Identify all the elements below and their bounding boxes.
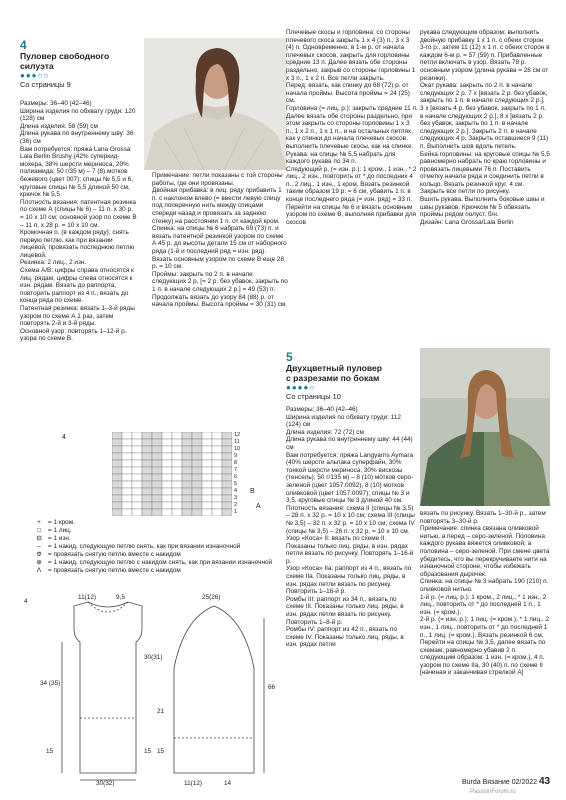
chart-cell [122,488,132,495]
chart-cell [172,460,182,467]
chart-cell [152,509,162,516]
instruction-paragraph: Узор «Коса» IIa: раппорт из 4 п., вязать по схеме IIa. Показаны только лиц. ряды, в изн. рядах петли вязать по рисунку. Повторить 1–16-й р. [286,565,412,596]
chart-cell [152,481,162,488]
model4-header [20,38,138,89]
legend-item [30,559,280,567]
instruction-paragraph: Длина изделия: 72 (72) см [286,428,364,436]
chart-cell [112,495,122,502]
chart-legend [30,519,280,575]
stitch-chart [62,432,282,522]
schematic-label: 15 [144,748,152,755]
instruction-paragraph: Следующий р. (= изн. р.): 1 кром., 1 изн., * 2 лиц., 2 изн., повторить от * до последних 4 п., 2 лиц., 1 изн., 1 кром. Вязать резинкой таким образом 19 р. = 6 см, убавить 1 п. в конце последнего ряда (= изн. ряд) = 33 п. [286,165,417,204]
chart-cell [192,488,202,495]
column4-instructions [420,29,550,226]
model4-photo [144,38,287,170]
model-title: Пуловер свободного силуэта [20,51,110,71]
instruction-paragraph: 1-й р. (= лиц. р.): 1 кром., 2 лиц., * 1 изн., 2 лиц., повторить от * до последней 1 п., 1 изн. (= кром.). [420,593,547,616]
chart-cell [222,474,232,481]
chart-cell [142,439,152,446]
chart-cell [132,432,142,439]
chart-cell [112,467,122,474]
instruction-paragraph: Основной узор: повторять 1–12-й р. узора по схеме В. [20,327,127,343]
instruction-paragraph: 2-й р. (= изн. р.): 1 лиц. (= кром.), * 1 лиц., 2 изн., 1 лиц., повторить от * до последней 1 п., 1 лиц. (= кром.). Вязать резинкой 6 см. [420,616,550,639]
chart-cell [172,488,182,495]
chart-cell [172,509,182,516]
model-number: 5 [286,350,293,364]
chart-cell [132,495,142,502]
chart-row-number: 9 [234,453,238,459]
chart-cell [132,474,142,481]
chart-cell [172,432,182,439]
chart-cell [162,432,172,439]
chart-cell [122,467,132,474]
chart-cell [122,453,132,460]
chart-cell [142,502,152,509]
instruction-paragraph: Ромбы IV: раппорт из 42 п., вязать по схеме IV. Показаны только лиц. ряды, в изн. рядах петли [286,626,404,649]
chart-cell [122,509,132,516]
legend-text: = 1 накид, следующую петлю с накидом снять, как при вязании изнаночной [48,559,273,566]
schematic-label: 66 [268,684,276,691]
chart-cell [112,481,122,488]
chart-cell [202,467,212,474]
instruction-paragraph: Вшить рукава. Выполнить боковые швы и швы рукавов. Крючком № 5 обвязать проймы рядом полуст. б/н. [420,196,545,219]
instruction-paragraph: Размеры: 36–40 (42–46) [286,406,358,413]
sweater-photo-image [144,38,287,170]
chart-cell [122,474,132,481]
legend-item [30,535,280,543]
instruction-paragraph: Кромочная п. (в каждом ряду): снять первую петлю, как при вязании лицевой, провязать последнюю петлю лицевой. [20,229,135,259]
chart-cell [222,481,232,488]
chart-label-a: A [256,503,261,510]
chart-cell [142,453,152,460]
chart-side-number: 4 [62,434,66,441]
chart-row-number: 3 [234,495,238,501]
chart-cell [162,495,172,502]
chart-cell [112,502,122,509]
chart-cell [152,446,162,453]
instruction-paragraph: Примечание: спинка связана оливковой нитью, а перед – серо-зеленой. Половина каждого рукава вяжется оливковой, а половина – серо-зеленой. При смене цвета убедитесь, что вы перекручиваете нити на изнаночной стороне, чтобы избежать образования дырочек. [420,525,550,578]
legend-text: = 1 лиц. [48,527,72,534]
instruction-paragraph: Резинка: 2 лиц., 2 изн. [20,259,87,267]
chart-cell [142,509,152,516]
chart-cell [192,495,202,502]
chart-cell [142,446,152,453]
chart-cell [212,509,222,516]
difficulty-rating: ●●●●○ [286,383,316,392]
instruction-paragraph: Спинка: на спицы № 6 набрать 69 (73) п. и вязать патентной резинкой узором по схеме А 45 р. до высоты детали 15 см от наборного ряда (1-й и последний ряд = изн. ряд). Вязать основным узором по схеме В еще 28 р. = 10 см. [152,225,287,271]
chart-cell [172,481,182,488]
difficulty-rating: ●●●○○ [20,71,50,80]
schematic-label: 4 [24,598,28,605]
chart-cell [162,446,172,453]
model5-instructions-continued [420,510,550,677]
chart-cell [172,453,182,460]
schematic-label: 30(31) [144,654,163,661]
chart-cell [182,446,192,453]
chart-cell [202,460,212,467]
chart-cell [132,439,142,446]
instruction-paragraph: рукава следующим образом: выполнить двойную прибавку 1 х 1 п. с обеих сторон 3-го р., затем 11 (12) х 1 п. с обеих сторон в каждом 6-м р. = 57 (59) п. Прибавленные петли включать в узор. Вязать 78 р. основным узором (длина рукава = 28 см от резинки). [420,29,550,82]
chart-cell [222,439,232,446]
instruction-paragraph: Двойная прибавка: в лиц. ряду прибавить 1 п. с наклоном влево (= ввести левую спицу под поперечную нить между спицами спереди назад и провязать за заднюю стенку) на расстоянии 1 п. от каждой кром. [152,187,282,225]
chart-cell [142,460,152,467]
chart-cell [152,439,162,446]
chart-row-number: 10 [234,446,241,452]
schematic-label: 9,5 [116,594,125,601]
legend-symbol: – [37,543,41,550]
legend-symbol: ⊕ [36,559,42,566]
schematic-label: 15 [46,748,54,755]
chart-cell [222,432,232,439]
chart-cell [122,432,132,439]
chart-cell [182,432,192,439]
chart-cell [212,446,222,453]
source-page: Со страницы 9 [20,80,71,89]
pullover-photo-image [420,348,550,506]
instruction-paragraph: Окат рукава: закрыть по 2 п. в начале следующих 2 р. 7 х [вязать 2 р. без убавок, закрыть по 1 п. в начале следующих 2 р.], 3 х [вязать 4 р. без убавок, закрыть по 1 п. в начале следующих 2 р.], 8 х [вязать 2 р. без убавок, закрыть по 1 п. в начале следующих 2 р.]. Закрыть 2 п. в начале следующих 4 р. Закрыть оставшиеся 9 (11) п. Выполнить шов вдоль петель. [420,82,549,150]
footer [462,776,550,787]
chart-cell [162,467,172,474]
chart-cell [212,460,222,467]
legend-text: = 1 кром. [48,519,75,526]
chart-cell [122,502,132,509]
chart-cell [142,488,152,495]
chart-cell [122,460,132,467]
instruction-paragraph: Перейти на спицы № 6 и вязать основным узором по схеме В, выполняя прибавки для скосов [286,203,417,226]
legend-symbol: + [37,519,41,526]
legend-text: = 1 накид, следующую петлю снять, как при вязании изнаночной [48,543,241,550]
chart-cell [162,509,172,516]
source-page: Со страницы 10 [286,392,341,401]
legend-symbol: □ [37,527,41,534]
chart-cell [122,446,132,453]
chart-cell [172,467,182,474]
chart-row-number: 11 [234,439,240,445]
chart-cell [112,453,122,460]
chart-cell [182,467,192,474]
chart-cell [182,502,192,509]
chart-cell [222,488,232,495]
legend-symbol: Φ [36,551,42,558]
legend-text: = провязать снятую петлю вместе с накидом [48,551,181,558]
chart-cell [172,502,182,509]
chart-cell [162,439,172,446]
chart-cell [192,446,202,453]
photo-note: Примечание: петли показаны с той стороны работы, где они провязаны. [152,172,283,187]
chart-row-number: 1 [234,509,238,515]
chart-grid [112,432,232,516]
chart-cell [172,446,182,453]
chart-cell [152,488,162,495]
chart-cell [172,474,182,481]
chart-cell [222,453,232,460]
chart-cell [192,439,202,446]
instruction-paragraph: Схема А/В: цифры справа относятся к лиц. рядам, цифры слева относятся к изн. рядам. Вязать до раппорта, повторить раппорт из 4 п., вязать до конца ряда по схеме. [20,267,134,305]
chart-row-numbers [234,432,250,516]
chart-cell [152,474,162,481]
chart-cell [142,432,152,439]
model-title: Двухцветный пуловер с разрезами по бокам [286,363,383,383]
chart-cell [192,460,202,467]
chart-row-number: 6 [234,474,238,480]
chart-cell [182,488,192,495]
chart-cell [222,502,232,509]
chart-cell [172,495,182,502]
chart-cell [152,432,162,439]
chart-cell [212,502,222,509]
chart-cell [122,481,132,488]
chart-row-number: 7 [234,467,238,473]
schematic-label: 15 [157,748,165,755]
chart-cell [192,509,202,516]
instruction-paragraph: Спинка: на спицы № 3 набрать 190 (210) п. оливковой нитью. [420,578,549,593]
chart-cell [132,460,142,467]
legend-item [30,527,280,535]
schematic-label: 21 [157,708,165,715]
chart-row-number: 4 [234,488,238,494]
instruction-paragraph: Перейти на спицы № 3,5, далее вязать по схемам, равномерно убавив 2 п. следующим образом: 1 изн. (= кром.), 4 п. узором по схеме IIa, 30 (40) п. по схеме II [начиная и заканчивая стрелкой А] [420,639,546,677]
chart-cell [122,439,132,446]
model5-instructions [286,406,416,649]
chart-cell [202,439,212,446]
chart-cell [162,502,172,509]
column3-instructions [286,29,418,226]
instruction-paragraph: Горловина (= лиц. р.): закрыть средние 11 п. Далее вязать обе стороны раздельно, при этом закрыть со стороны горловины 1 х 3 п., 1 х 2 п., 1 х 1 п., и на остальных петлях, как у спинки до начала плечевых скосов, выполнить плечевые скосы, как на спинке. [286,104,418,150]
legend-symbol: Λ [36,567,42,574]
chart-cell [152,495,162,502]
chart-cell [112,432,122,439]
chart-cell [132,509,142,516]
instruction-paragraph: Рукава: на спицы № 5,5 набрать для каждого рукава по 34 п. [286,150,396,166]
watermark: PassionForum.ru [470,789,516,795]
chart-cell [132,488,142,495]
instruction-paragraph: Плечевые скосы и горловина: со стороны плечевого скоса закрыть 1 х 4 (3) п., 3 х 3 (4) п. Одновременно, в 1-м р. от начала плечевых скосов, закрыть для горловины средние 13 п. Далее вязать обе стороны раздельно, закрыв со стороны горловины 1 х 3 п., 1 х 2 п. Все петли закрыть. [286,29,416,82]
chart-cell [192,474,202,481]
chart-cell [132,446,142,453]
chart-cell [202,446,212,453]
chart-cell [122,495,132,502]
chart-cell [152,502,162,509]
chart-cell [182,495,192,502]
instruction-paragraph: Ромбы III: раппорт из 34 п., вязать по схеме III. Показаны только лиц. ряды, в изн. рядах петли вязать по рисунку. Повторить 1–8-й р. [286,595,404,626]
instruction-paragraph: Дизайн: Lana Grossa/Lala Berlin [420,218,514,226]
instruction-paragraph: Перед: вязать, как спинку до 68 (72) р. от начала проймы. Высота проймы = 24 (25) см. [286,82,410,105]
chart-cell [162,481,172,488]
chart-cell [202,432,212,439]
chart-cell [112,446,122,453]
legend-item [30,543,280,551]
instruction-paragraph: Вам потребуется: пряжа Lana Grossa Lala Berlin Brushy (42% суперкид-мохера, 38% шерсти мериноса, 20% полиамида; 50 г/35 м) – 7 (8) мотков бежевого (цвет 007); спицы № 5,5 и 6, круговые спицы № 5,5 длиной 50 см, крючок № 5,5. [20,145,134,199]
chart-cell [192,467,202,474]
instruction-paragraph: Длина изделия: 58 (59) см [20,122,98,130]
chart-cell [212,488,222,495]
legend-item [30,567,280,575]
chart-cell [132,502,142,509]
instruction-paragraph: вязать по рисунку. Вязать 1–30-й р., затем повторять 3–30-й р. [420,510,546,525]
chart-cell [162,460,172,467]
chart-row-number: 5 [234,481,238,487]
chart-cell [112,439,122,446]
chart-cell [182,474,192,481]
chart-cell [192,481,202,488]
chart-cell [162,453,172,460]
chart-cell [182,481,192,488]
chart-cell [212,432,222,439]
model5-photo [420,348,550,506]
chart-cell [182,509,192,516]
instruction-paragraph: Проймы: закрыть по 2 п. в начале следующих 2 р. [= 2 р. без убавок, закрыть по 1 п. в начале следующих 2 р.] = 49 (53) п. Продолжать вязать до узору 84 (88) р. от начала проймы. Высота проймы = 30 (31) см. [152,270,288,309]
schematic-label: 34 (35) [40,680,61,687]
chart-cell [192,453,202,460]
chart-cell [202,481,212,488]
chart-cell [222,460,232,467]
schematic-label: 11(12) [78,594,96,601]
schematic-label: 30(32) [96,780,115,787]
chart-cell [142,481,152,488]
instruction-paragraph: Патентная резинка: вязать 1–3-й ряды узором по схеме А 1 раз, затем повторять 2-й и 3-й ряды. [20,305,135,328]
legend-item [30,519,280,527]
chart-cell [112,488,122,495]
chart-cell [142,495,152,502]
page-number: 43 [538,776,551,787]
chart-cell [202,474,212,481]
chart-cell [202,509,212,516]
chart-cell [132,481,142,488]
chart-cell [112,509,122,516]
chart-cell [212,453,222,460]
chart-cell [212,467,222,474]
chart-cell [202,488,212,495]
schematic-drawing [24,598,284,788]
instruction-paragraph: Длина рукава по внутреннему шву: 36 (36) см [20,130,134,145]
chart-cell [202,453,212,460]
instruction-paragraph: Плотность вязания: патентная резинка по схеме А (спицы № 6) – 11 п. х 30 р. = 10 х 10 см; основной узор по схеме В – 11 п. х 28 р. = 10 х 10 см. [20,198,137,229]
legend-text: = 1 изн. [48,535,71,542]
schematic-label: 25(26) [202,594,221,601]
chart-cell [152,460,162,467]
garment-schematics [24,594,284,788]
chart-cell [222,509,232,516]
chart-row-number: 8 [234,460,238,466]
instruction-paragraph: Бейка горловины: на круговые спицы № 5,5 равномерно набрать по краю горловины и провязать лицевыми 76 п. Поставить отметку начала ряда и соединить петли в кольцо. Вязать резинкой круг. 4 см. Закрыть все петли по рисунку. [420,150,550,196]
chart-cell [182,439,192,446]
chart-cell [152,467,162,474]
chart-cell [142,474,152,481]
legend-item [30,551,280,559]
model4-instructions-continued [152,172,288,309]
instruction-paragraph: Длина рукава по внутреннему шву: 44 (44) см [286,436,413,451]
chart-cell [202,495,212,502]
chart-cell [192,432,202,439]
instruction-paragraph: Вам потребуется: пряжа Langyarns Aymara (40% шерсти альпака суперфайн, 30% тонкой шерсти мериноса, 30% вискозы (тенсель); 50 г/135 м) – 8 (10) мотков серо-зеленой (цвет 1057.0092), 8 (10) мотков оливковой (цвет 1057.0097); спицы № 3 и 3,5, круговые спицы № 3 длиной 40 см. [286,451,414,505]
instruction-paragraph: Плотность вязания: схема II (спицы № 3,5) – 28 п. х 32 р. = 10 х 10 см; схема III (спицы № 3,5) – 32 п. х 32 р. = 10 х 10 см; схема IV (спицы № 3,5) – 26 п. х 32 р. = 10 х 10 см. [286,504,415,535]
chart-cell [212,495,222,502]
legend-text: = провязать снятую петлю вместе с накидом [48,567,181,574]
chart-cell [202,502,212,509]
model4-instructions [20,100,138,343]
chart-cell [182,453,192,460]
chart-cell [222,446,232,453]
chart-cell [222,467,232,474]
chart-cell [222,495,232,502]
chart-cell [152,453,162,460]
legend-symbol: ⊟ [36,535,42,542]
chart-row-number: 2 [234,502,238,508]
instruction-paragraph: Узор «Коса» II: вязать по схеме II. Показаны только лиц. ряды, в изн. рядах петли вязать по рисунку. Повторять 1–16-й р. [286,535,414,565]
chart-cell [112,474,122,481]
chart-row-number: 12 [234,432,241,438]
chart-cell [182,460,192,467]
instruction-paragraph: Размеры: 36–40 (42–46) [20,100,92,107]
chart-cell [142,467,152,474]
schematic-label: 11(12) [184,780,202,787]
schematic-label: 14 [224,780,232,787]
chart-cell [212,481,222,488]
chart-cell [162,488,172,495]
chart-label-b: B [250,488,255,495]
instruction-paragraph: Ширина изделия по обхвату груди: 120 (128) см [20,107,136,123]
chart-cell [212,439,222,446]
model5-header [286,350,418,401]
model-number: 4 [20,38,27,52]
chart-cell [132,467,142,474]
chart-cell [212,474,222,481]
chart-cell [172,439,182,446]
chart-cell [192,502,202,509]
chart-cell [162,474,172,481]
magazine-name: Burda Вязание 02/2022 [462,779,538,786]
chart-cell [132,453,142,460]
instruction-paragraph: Ширина изделия по обхвату груди: 112 (124) см [286,413,401,429]
chart-cell [112,460,122,467]
